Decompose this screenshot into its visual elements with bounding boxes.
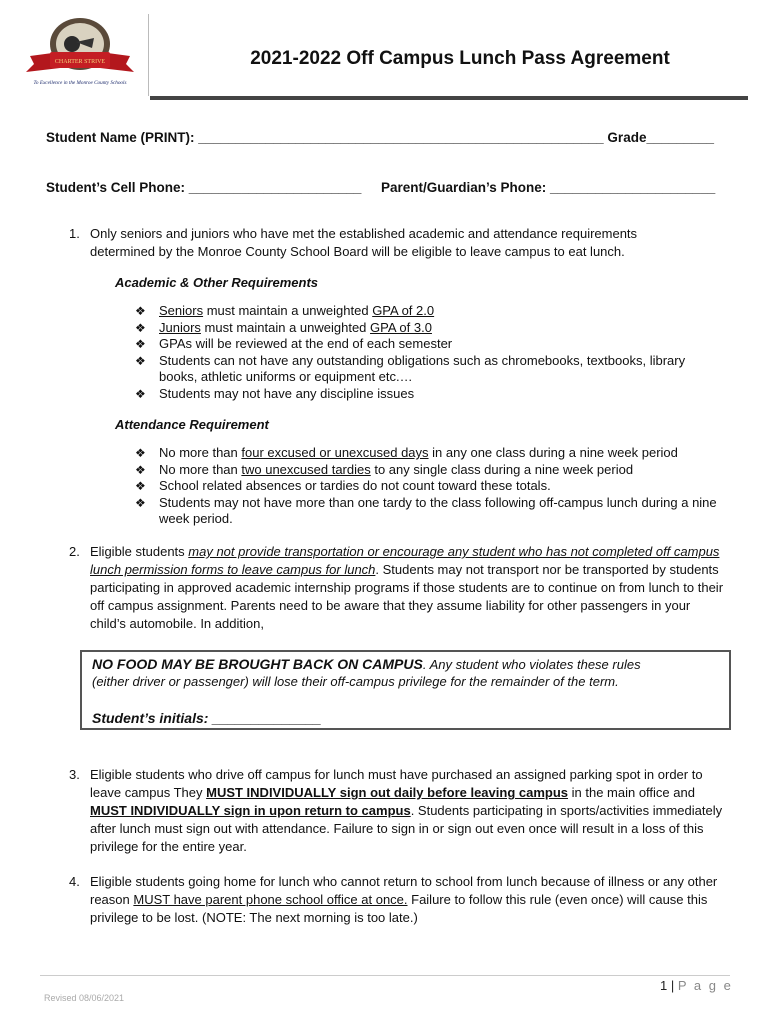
parent-phone-field[interactable]: Parent/Guardian’s Phone: ______________________: [381, 180, 716, 195]
item-number: 4.: [69, 874, 80, 889]
diamond-bullet-icon: ❖: [135, 320, 146, 335]
diamond-bullet-icon: ❖: [135, 386, 146, 401]
student-cell-phone-field[interactable]: Student’s Cell Phone: _______________________: [46, 180, 362, 195]
list-item: ❖ Students may not have more than one tardy to the class following off-campus lunch during a nine week period.: [135, 494, 717, 526]
item-4: [69, 873, 729, 927]
no-food-notice-box: [80, 650, 731, 730]
revised-date: Revised 08/06/2021: [44, 993, 125, 1003]
attendance-requirements-list: [135, 445, 725, 528]
diamond-bullet-icon: ❖: [135, 479, 146, 493]
header-divider: [150, 96, 748, 100]
page-number: 1 | P a g e: [660, 978, 733, 993]
list-item: ❖ No more than four excused or unexcused days in any one class during a nine week period: [135, 445, 678, 460]
item-1-text-line: Only seniors and juniors who have met the established academic and attendance requirements: [90, 226, 638, 241]
item-1-text-line: determined by the Monroe County School Board will be eligible to leave campus to eat lunch.: [90, 244, 625, 259]
item-3: [69, 766, 729, 856]
list-item: ❖ Students can not have any outstanding obligations such as chromebooks, textbooks, library books, athletic uniforms or equipment etc.…: [135, 352, 686, 384]
svg-text:CHARTER STRIVE: CHARTER STRIVE: [54, 59, 106, 65]
academic-requirements-heading: Academic & Other Requirements: [115, 275, 319, 290]
item-4-text: Eligible students going home for lunch who cannot return to school from lunch because of illness or any other reason MUST have parent phone school office at once. Failure to follow this rule (even once) will cause this privilege to be lost. (NOTE: The next morning is too late.): [90, 874, 718, 925]
diamond-bullet-icon: ❖: [135, 495, 146, 510]
monroe-county-seal-logo: [16, 14, 148, 96]
student-initials-field[interactable]: Student’s initials: ______________: [92, 710, 322, 726]
list-item: ❖ Students may not have any discipline issues: [135, 385, 415, 401]
diamond-bullet-icon: ❖: [135, 446, 146, 460]
diamond-bullet-icon: ❖: [135, 353, 146, 368]
item-number: 1.: [69, 226, 80, 241]
no-food-rule-continued: (either driver or passenger) will lose their off-campus privilege for the remainder of the term.: [92, 674, 619, 689]
attendance-requirement-heading: Attendance Requirement: [115, 417, 269, 432]
academic-requirements-list: [135, 303, 725, 402]
item-3-text: Eligible students who drive off campus for lunch must have purchased an assigned parking spot in order to leave campus They MUST INDIVIDUALLY sign out daily before leaving campus in the main office and MUST INDIVIDUALLY sign in upon return to campus. Students participating in sports/activities immediately after lunch must sign out with attendance. Failure to sign in or sign out even once will result in a loss of this privilege for the entire year.: [90, 767, 723, 854]
list-item: ❖ School related absences or tardies do not count toward these totals.: [135, 478, 551, 493]
item-2-text: Eligible students may not provide transportation or encourage any student who has not completed off campus lunch permission forms to leave campus for lunch. Students may not transport nor be transported by students participating in approved academic internship programs if those students are to continue on from lunch to their off campus assignment. Parents need to be aware that they assume liability for other passengers in your child’s automobile. In addition,: [90, 544, 724, 631]
diamond-bullet-icon: ❖: [135, 304, 146, 318]
footer-divider: [40, 975, 730, 976]
item-number: 3.: [69, 767, 80, 782]
svg-text:To Excellence in the Monroe Co: To Excellence in the Monroe County Schools: [33, 80, 127, 86]
list-item: ❖ No more than two unexcused tardies to any single class during a nine week period: [135, 461, 634, 477]
list-item: ❖ Seniors must maintain a unweighted GPA of 2.0: [135, 303, 435, 318]
item-number: 2.: [69, 544, 80, 559]
list-item: ❖ GPAs will be reviewed at the end of each semester: [135, 336, 453, 351]
school-logo: [16, 14, 149, 96]
diamond-bullet-icon: ❖: [135, 337, 146, 351]
phone-fields-row: [46, 180, 716, 195]
item-2: [69, 543, 729, 633]
item-1: [69, 225, 729, 261]
no-food-rule: NO FOOD MAY BE BROUGHT BACK ON CAMPUS. Any student who violates these rules: [92, 656, 641, 672]
document-header: [0, 0, 770, 104]
list-item: ❖ Juniors must maintain a unweighted GPA of 3.0: [135, 319, 432, 335]
diamond-bullet-icon: ❖: [135, 462, 146, 477]
student-name-field[interactable]: Student Name (PRINT): ______________________________________________________ Grade_________: [46, 130, 715, 145]
document-title: 2021-2022 Off Campus Lunch Pass Agreement: [250, 48, 670, 69]
